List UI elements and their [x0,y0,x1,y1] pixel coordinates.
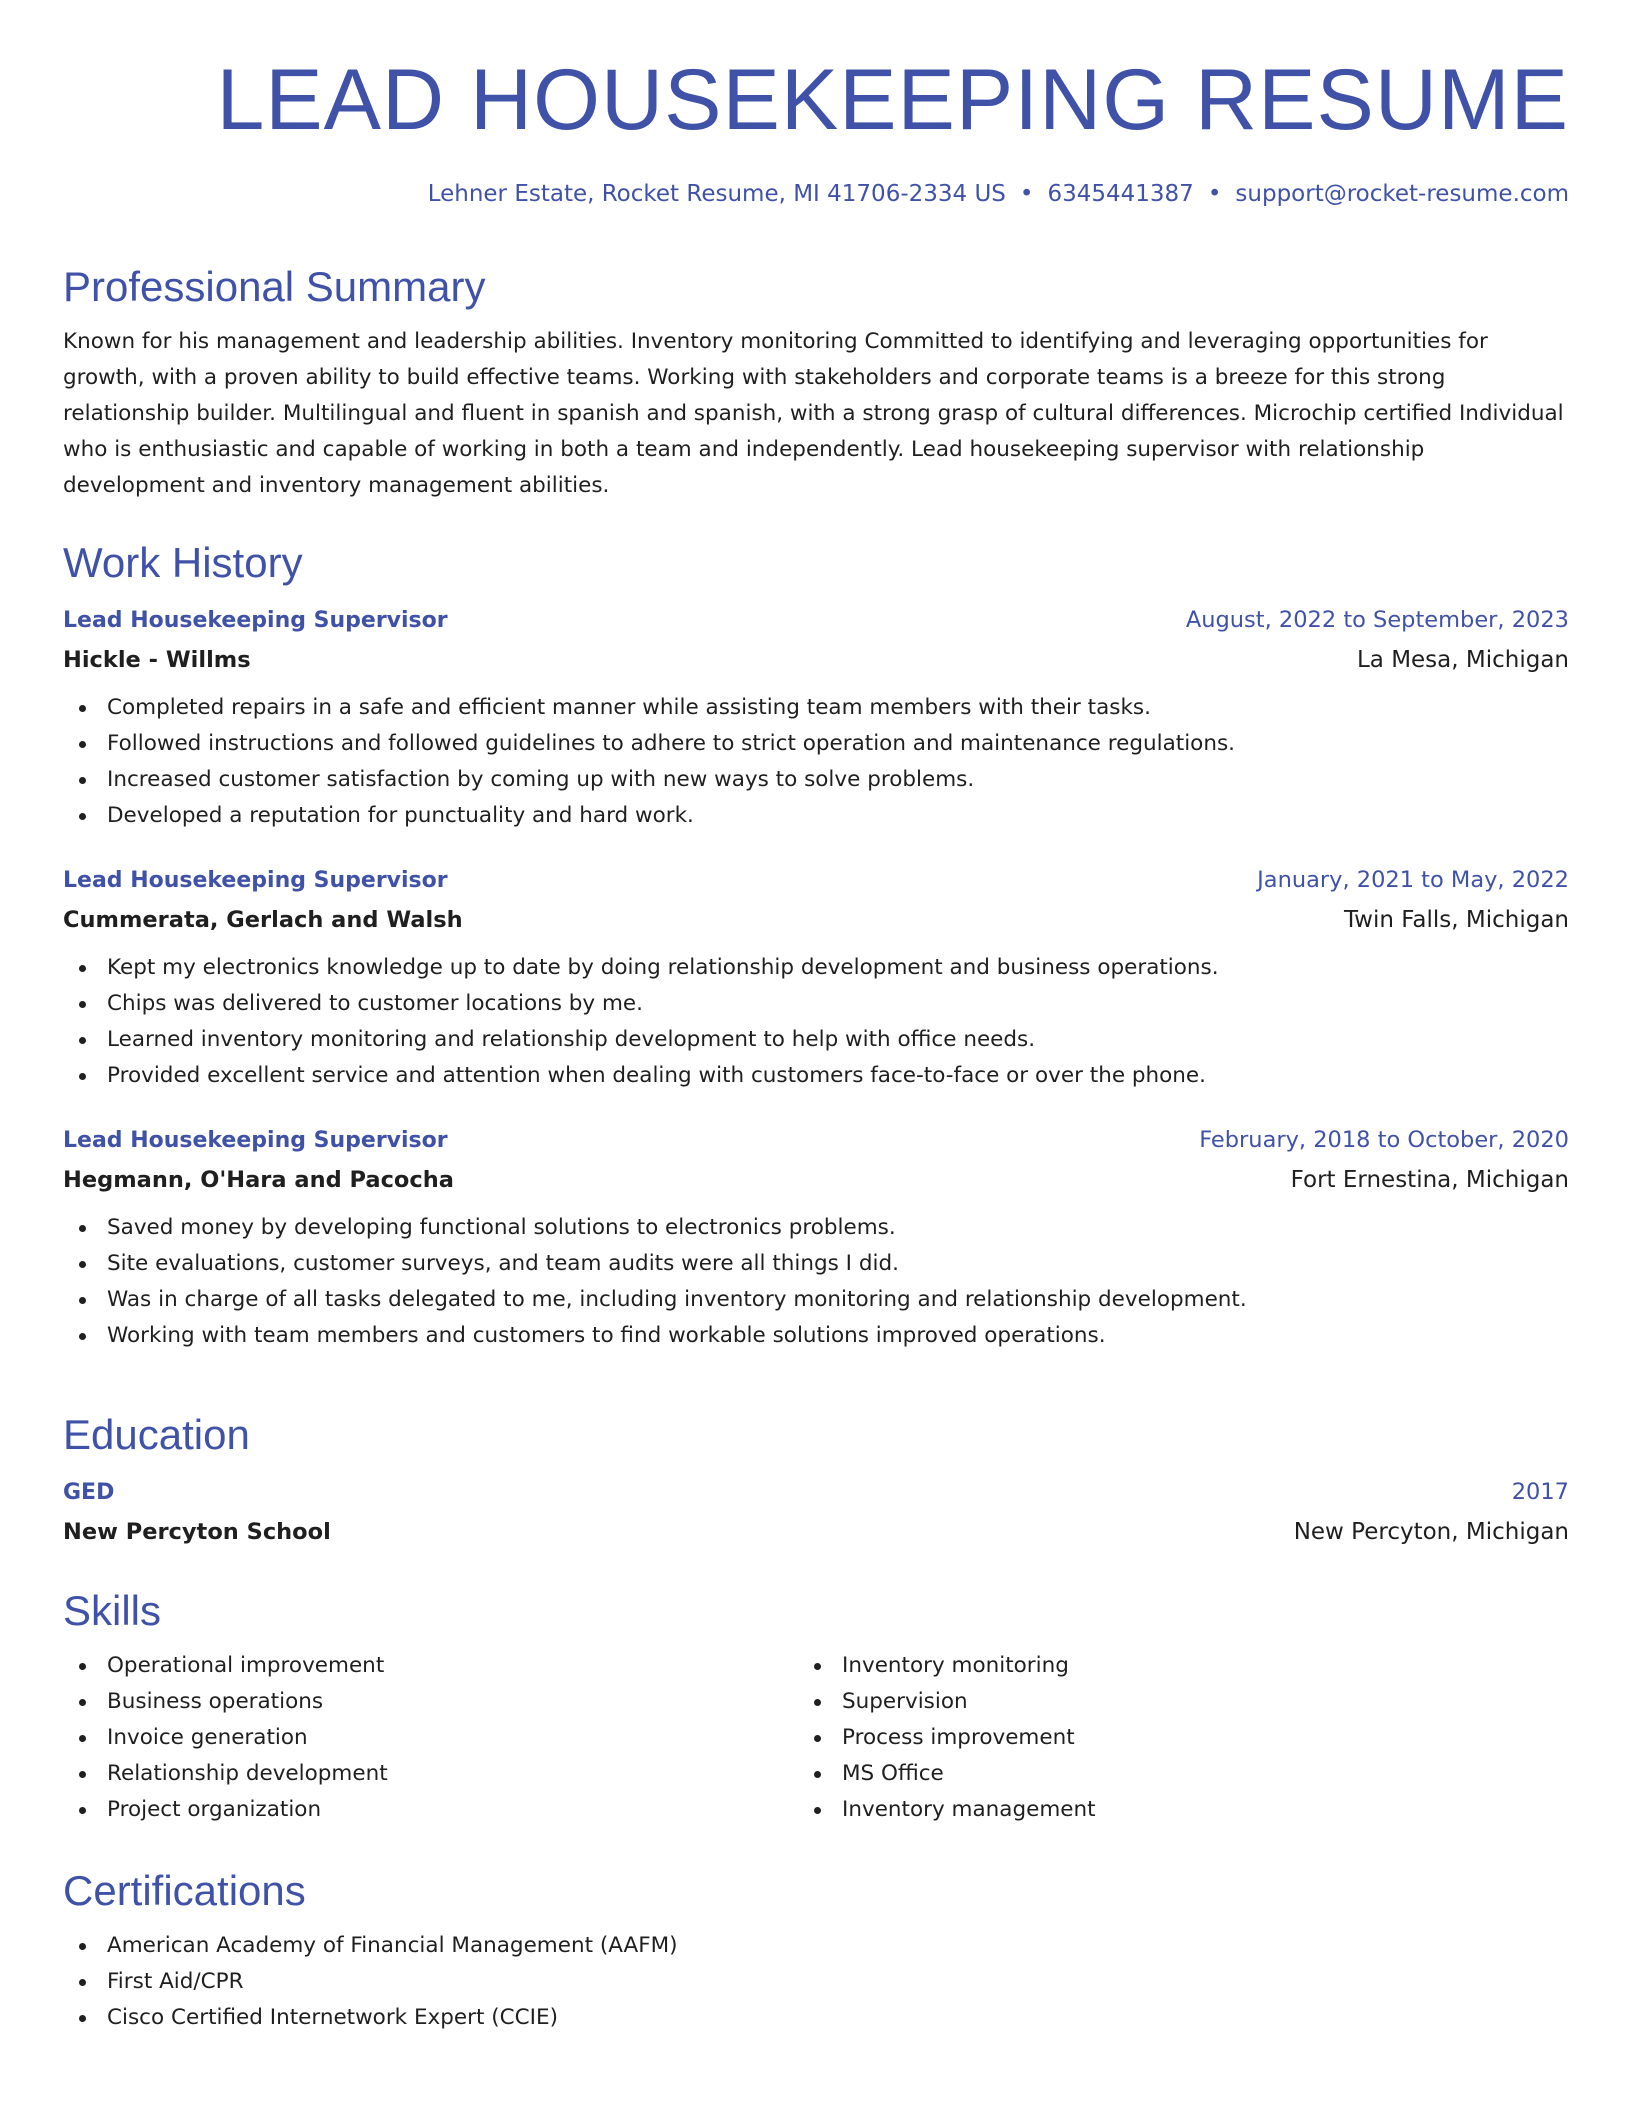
job-header-row [63,1124,1569,1157]
job-entry [63,864,1569,1094]
skills-column-right [798,1648,1533,1828]
skills-section [63,1586,1569,1828]
job-header-row [63,864,1569,897]
list-item: Site evaluations, customer surveys, and team audits were all things I did. [63,1246,1569,1282]
contact-email[interactable]: support@rocket-resume.com [1235,181,1569,207]
list-item: Working with team members and customers to find workable solutions improved operations. [63,1318,1569,1354]
job-bullets [63,950,1569,1094]
list-item: Kept my electronics knowledge up to date by doing relationship development and business operations. [63,950,1569,986]
list-item: Relationship development [63,1756,798,1792]
list-item: Completed repairs in a safe and efficient manner while assisting team members with their tasks. [63,690,1569,726]
certifications-list [63,1928,1569,2036]
contact-separator: • [1207,181,1222,207]
list-item: Was in charge of all tasks delegated to me, including inventory monitoring and relationship development. [63,1282,1569,1318]
certifications-section [63,1866,1569,2036]
summary-text: Known for his management and leadership abilities. Inventory monitoring Committed to identifying and leveraging opportunities for growth, with a proven ability to build effective teams. Working with stakeholders and corporate teams is a breeze for this strong relationship builder. Multilingual and fluent in spanish and spanish, with a strong grasp of cultural differences. Microchip certified Individual who is enthusiastic and capable of working in both a team and independently. Lead housekeeping supervisor with relationship development and inventory management abilities. [63,329,1564,498]
list-item: Inventory management [798,1792,1533,1828]
list-item: Invoice generation [63,1720,798,1756]
job-dates: February, 2018 to October, 2020 [1199,1127,1569,1153]
list-item: Increased customer satisfaction by coming up with new ways to solve problems. [63,762,1569,798]
contact-line [428,178,1569,210]
summary-section [63,262,1569,504]
education-year: 2017 [1511,1479,1569,1505]
education-section [63,1410,1569,1548]
job-location: La Mesa, Michigan [1356,647,1569,673]
job-entry [63,1124,1569,1354]
job-location: Twin Falls, Michigan [1343,907,1569,933]
job-bullets [63,1210,1569,1354]
job-location: Fort Ernestina, Michigan [1290,1167,1569,1193]
work-history-section [63,538,1569,1354]
contact-separator: • [1019,181,1034,207]
list-item: Cisco Certified Internetwork Expert (CCIE) [63,2000,1569,2036]
section-title-certifications: Certifications [63,1867,306,1914]
list-item: First Aid/CPR [63,1964,1569,2000]
job-employer-row [63,1164,1569,1196]
list-item: Saved money by developing functional solutions to electronics problems. [63,1210,1569,1246]
list-item: Operational improvement [63,1648,798,1684]
list-item: American Academy of Financial Management (AAFM) [63,1928,1569,1964]
job-employer-row [63,644,1569,676]
section-title-summary: Professional Summary [63,263,486,310]
job-employer: Hegmann, O'Hara and Pacocha [63,1167,454,1193]
section-title-work-history: Work History [63,539,303,586]
resume-header [63,52,1569,148]
list-item: Process improvement [798,1720,1533,1756]
job-title: Lead Housekeeping Supervisor [63,608,448,633]
job-employer: Hickle - Willms [63,647,251,673]
list-item: Followed instructions and followed guidelines to adhere to strict operation and maintenance regulations. [63,726,1569,762]
contact-phone[interactable]: 6345441387 [1047,181,1194,207]
education-location: New Percyton, Michigan [1293,1519,1569,1545]
job-entry [63,604,1569,834]
list-item: Developed a reputation for punctuality and hard work. [63,798,1569,834]
job-dates: January, 2021 to May, 2022 [1257,867,1569,893]
list-item: Supervision [798,1684,1533,1720]
education-degree: GED [63,1480,115,1505]
list-item: Project organization [63,1792,798,1828]
job-bullets [63,690,1569,834]
contact-address: Lehner Estate, Rocket Resume, MI 41706-2334 US [427,181,1006,207]
list-item: Business operations [63,1684,798,1720]
list-item: Provided excellent service and attention when dealing with customers face-to-face or over the phone. [63,1058,1569,1094]
skills-column-left [63,1648,798,1828]
job-dates: August, 2022 to September, 2023 [1185,607,1569,633]
job-title: Lead Housekeeping Supervisor [63,868,448,893]
resume-name: LEAD HOUSEKEEPING RESUME [216,52,1569,148]
list-item: MS Office [798,1756,1533,1792]
list-item: Chips was delivered to customer locations by me. [63,986,1569,1022]
education-school-row [63,1516,1569,1548]
job-title: Lead Housekeeping Supervisor [63,1128,448,1153]
job-header-row [63,604,1569,637]
education-header-row [63,1476,1569,1509]
job-employer-row [63,904,1569,936]
list-item: Learned inventory monitoring and relationship development to help with office needs. [63,1022,1569,1058]
skills-grid [63,1648,1569,1828]
education-school: New Percyton School [63,1519,331,1545]
section-title-skills: Skills [63,1587,162,1634]
section-title-education: Education [63,1411,250,1458]
list-item: Inventory monitoring [798,1648,1533,1684]
job-employer: Cummerata, Gerlach and Walsh [63,907,463,933]
